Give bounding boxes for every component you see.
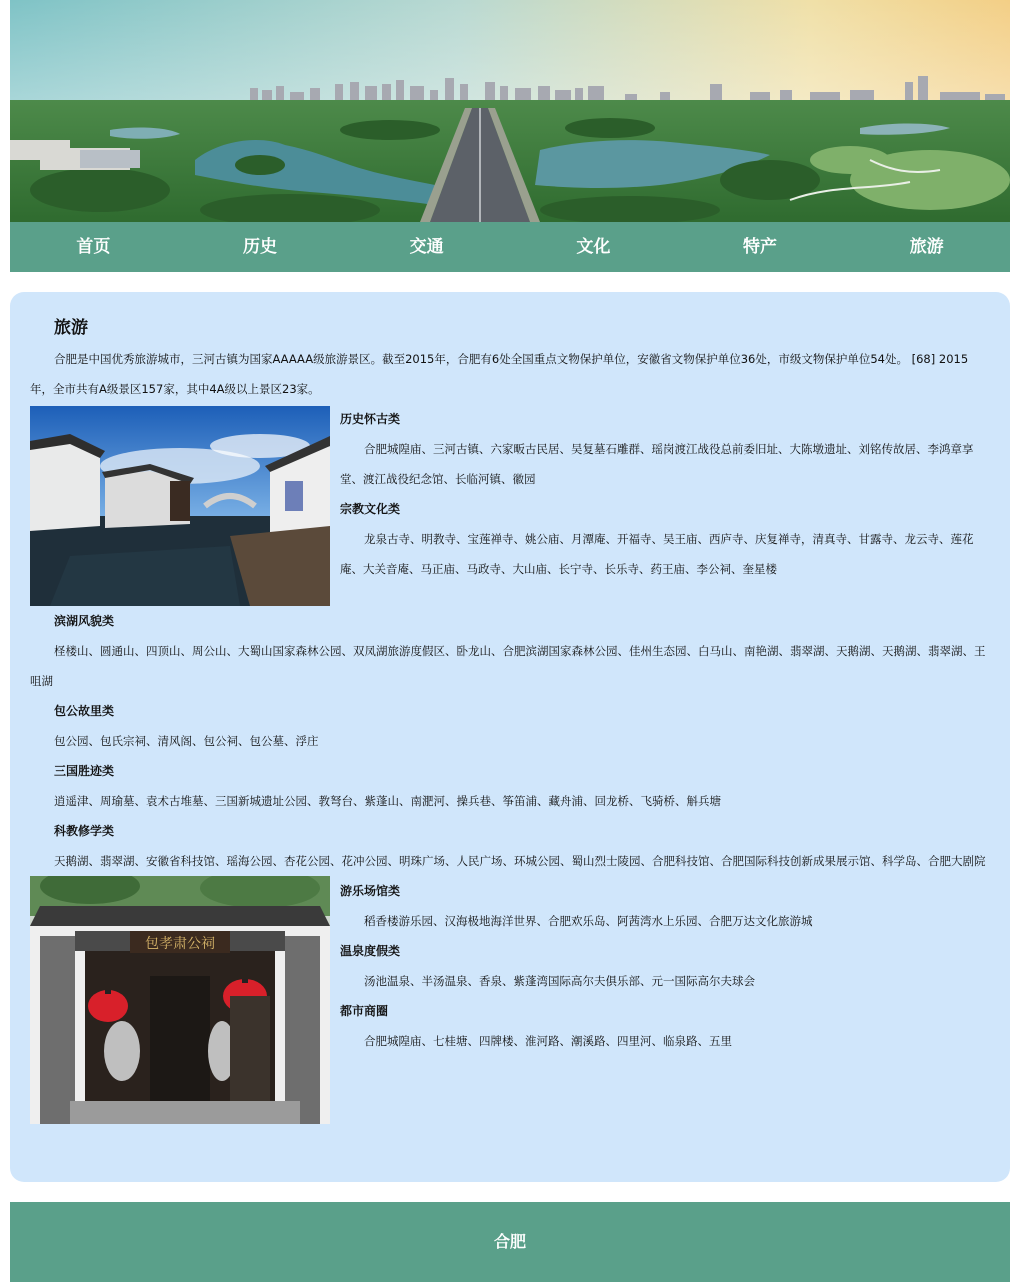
- main-nav: [10, 222, 1010, 272]
- intro-paragraph: 合肥是中国优秀旅游城市，三河古镇为国家AAAAA级旅游景区。截至2015年，合肥有6处全国重点文物保护单位，安徽省文物保护单位36处，市级文物保护单位54处。 [68] 2015年，全市共有A级景区157家，其中4A级以上景区23家。: [30, 352, 969, 396]
- category-heading: 温泉度假类: [340, 944, 401, 958]
- category-heading: 历史怀古类: [340, 412, 401, 426]
- nav-item-culture[interactable]: 文化: [576, 237, 611, 257]
- content-panel: [10, 292, 1010, 1182]
- category-text: 汤池温泉、半汤温泉、香泉、紫蓬湾国际高尔夫俱乐部、元一国际高尔夫球会: [364, 974, 755, 988]
- category-text: 合肥城隍庙、七桂塘、四牌楼、淮河路、潮溪路、四里河、临泉路、五里: [364, 1034, 732, 1048]
- category-heading: 都市商圈: [340, 1004, 389, 1018]
- category-heading: 包公故里类: [54, 704, 115, 718]
- category-text: 天鹅湖、翡翠湖、安徽省科技馆、瑶海公园、杏花公园、花冲公园、明珠广场、人民广场、环城公园、蜀山烈士陵园、合肥科技馆、合肥国际科技创新成果展示馆、科学岛、合肥大剧院: [54, 854, 986, 868]
- nav-item-home[interactable]: 首页: [76, 237, 111, 257]
- category-heading: 游乐场馆类: [340, 884, 401, 898]
- block-two: [30, 876, 990, 1124]
- bao-gong-temple-photo: [30, 876, 330, 1124]
- footer-label: 合肥: [493, 1232, 526, 1251]
- footer: [10, 1202, 1010, 1282]
- category-text: 包公园、包氏宗祠、清风阁、包公祠、包公墓、浮庄: [54, 734, 319, 748]
- block-one: [30, 404, 990, 606]
- category-text: 合肥城隍庙、三河古镇、六家畈古民居、吴复墓石雕群、瑶岗渡江战役总前委旧址、大陈墩遗址、刘铭传故居、李鸿章享堂、渡江战役纪念馆、长临河镇、徽园: [340, 442, 974, 486]
- temple-sign-text: 包孝肃公祠: [145, 936, 215, 952]
- nav-item-tourism[interactable]: 旅游: [909, 237, 944, 257]
- category-heading: 宗教文化类: [340, 502, 401, 516]
- nav-item-traffic[interactable]: 交通: [409, 237, 444, 257]
- category-text: 逍遥津、周瑜墓、袁术古堆墓、三国新城遗址公园、教弩台、紫蓬山、南淝河、操兵巷、筝笛浦、藏舟浦、回龙桥、飞骑桥、斛兵塘: [54, 794, 721, 808]
- nav-item-specialty[interactable]: 特产: [743, 237, 778, 257]
- page-title: 旅游: [54, 318, 88, 338]
- category-heading: 三国胜迹类: [54, 764, 115, 778]
- category-heading: 滨湖风貌类: [54, 614, 115, 628]
- category-text: 龙泉古寺、明教寺、宝莲禅寺、姚公庙、月潭庵、开福寺、吴王庙、西庐寺、庆复禅寺，清真寺、甘露寺、龙云寺、莲花庵、大关音庵、马正庙、马政寺、大山庙、长宁寺、长乐寺、药王庙、李公祠、奎星楼: [340, 532, 974, 576]
- category-heading: 科教修学类: [54, 824, 115, 838]
- category-text: 柽楼山、圆通山、四顶山、周公山、大蜀山国家森林公园、双凤湖旅游度假区、卧龙山、合肥滨湖国家森林公园、佳州生态园、白马山、南艳湖、翡翠湖、天鹅湖、天鹅湖、翡翠湖、王咀湖: [30, 644, 986, 688]
- nav-item-history[interactable]: 历史: [243, 237, 277, 257]
- ancient-town-photo: [30, 406, 330, 606]
- category-text: 稻香楼游乐园、汉海极地海洋世界、合肥欢乐岛、阿茜湾水上乐园、合肥万达文化旅游城: [364, 914, 813, 928]
- header-banner-image: [10, 0, 1010, 222]
